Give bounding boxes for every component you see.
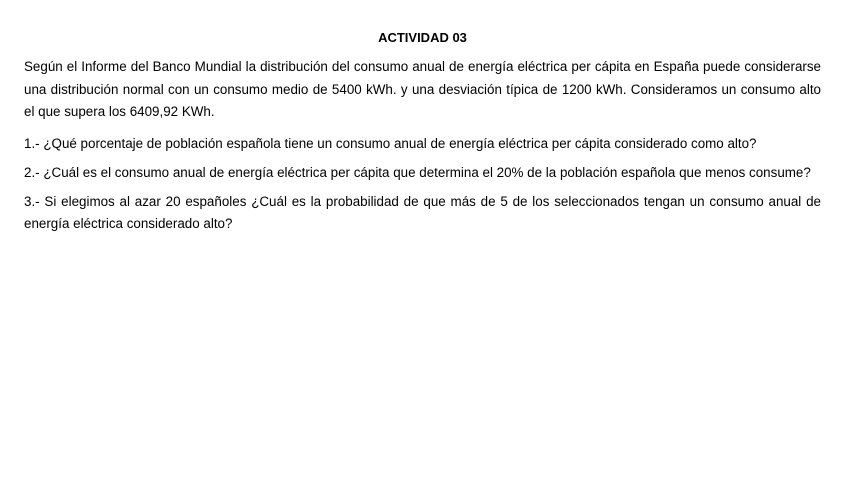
- question-1: 1.- ¿Qué porcentaje de población española tiene un consumo anual de energía eléctrica per cápita considerado como alto?: [24, 135, 757, 151]
- intro-paragraph: Según el Informe del Banco Mundial la distribución del consumo anual de energía eléctrica per cápita en España puede considerarse una distribución normal con un consumo medio de 5400 kWh. y una desviación típica de 1200 kWh. Consideramos un consumo alto el que supera los 6409,92 KWh.: [24, 59, 821, 119]
- question-3: 3.- Si elegimos al azar 20 españoles ¿Cuál es la probabilidad de que más de 5 de los seleccionados tengan un consumo anual de energía eléctrica considerado alto?: [24, 193, 821, 231]
- document-page: [24, 29, 821, 241]
- question-2: 2.- ¿Cuál es el consumo anual de energía eléctrica per cápita que determina el 20% de la población española que menos consume?: [24, 165, 811, 180]
- activity-title: ACTIVIDAD 03: [378, 30, 467, 45]
